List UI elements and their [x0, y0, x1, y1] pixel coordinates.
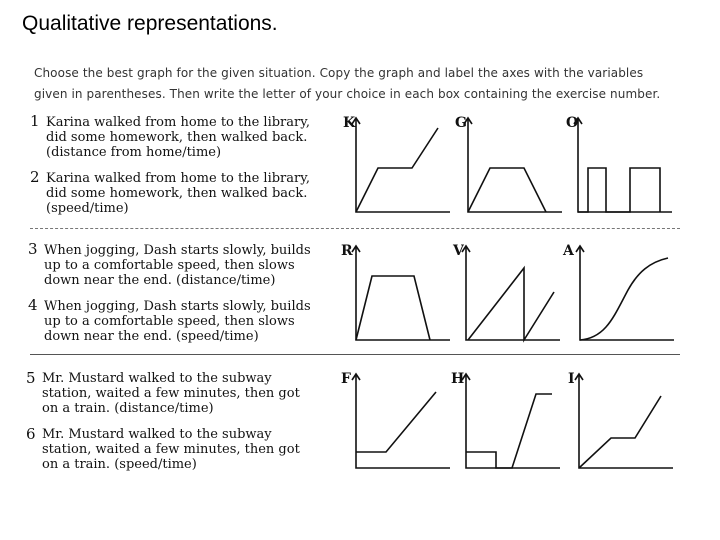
exercise-text: Karina walked from home to the library, [46, 171, 310, 186]
graph-curve [356, 392, 436, 452]
section-divider [30, 228, 680, 229]
exercise-number: 2 [30, 168, 40, 186]
exercise-text: up to a comfortable speed, then slows [44, 258, 295, 273]
exercise-text: on a train. (distance/time) [42, 401, 214, 416]
graph-g [464, 116, 564, 216]
graph-h [462, 372, 562, 472]
exercise-text: did some homework, then walked back. [46, 186, 308, 201]
graph-curve [466, 394, 552, 468]
graph-axes [466, 246, 560, 340]
instructions-line-1: Choose the best graph for the given situation. Copy the graph and label the axes with the variables [34, 66, 644, 80]
exercise-text: When jogging, Dash starts slowly, builds [44, 299, 311, 314]
graph-o [574, 116, 674, 216]
exercise-text: Mr. Mustard walked to the subway [42, 371, 272, 386]
exercise-text: Mr. Mustard walked to the subway [42, 427, 272, 442]
exercise-text: station, waited a few minutes, then got [42, 386, 300, 401]
exercise-text: down near the end. (speed/time) [44, 329, 259, 344]
graph-curve [468, 168, 546, 212]
graph-axes [356, 374, 450, 468]
graph-curve [578, 168, 660, 212]
graph-axes [468, 118, 562, 212]
graph-curve [579, 396, 661, 468]
graph-letter-r: R [341, 243, 353, 259]
graph-letter-k: K [343, 115, 356, 131]
graph-letter-g: G [455, 115, 467, 131]
graph-letter-v: V [453, 243, 464, 259]
graph-curve [356, 128, 438, 212]
exercise-text: station, waited a few minutes, then got [42, 442, 300, 457]
exercise-number: 3 [28, 240, 38, 258]
graph-axes [356, 246, 450, 340]
graph-curve [580, 258, 668, 340]
exercise-text: up to a comfortable speed, then slows [44, 314, 295, 329]
exercise-number: 1 [30, 112, 40, 130]
graph-v [462, 244, 562, 344]
graph-k [352, 116, 452, 216]
exercise-text: Karina walked from home to the library, [46, 115, 310, 130]
graph-i [575, 372, 675, 472]
graph-a [576, 244, 676, 344]
graph-axes [466, 374, 560, 468]
exercise-text: (speed/time) [46, 201, 129, 216]
graph-letter-h: H [451, 371, 465, 387]
graph-curve [468, 268, 554, 340]
graph-axes [578, 118, 672, 212]
exercise-text: When jogging, Dash starts slowly, builds [44, 243, 311, 258]
slide-title: Qualitative representations. [22, 12, 278, 35]
graph-letter-o: O [566, 115, 579, 131]
graph-f [352, 372, 452, 472]
exercise-number: 4 [28, 296, 38, 314]
graph-r [352, 244, 452, 344]
graph-letter-f: F [341, 371, 351, 387]
exercise-number: 5 [26, 369, 36, 387]
graph-letter-i: I [568, 371, 575, 387]
instructions-line-2: given in parentheses. Then write the letter of your choice in each box containing the exercise number. [34, 87, 661, 101]
section-divider [30, 354, 680, 355]
exercise-text: down near the end. (distance/time) [44, 273, 276, 288]
graph-curve [356, 276, 430, 340]
exercise-number: 6 [26, 425, 36, 443]
graph-letter-a: A [563, 243, 574, 259]
exercise-text: (distance from home/time) [46, 145, 222, 160]
exercise-text: on a train. (speed/time) [42, 457, 197, 472]
exercise-text: did some homework, then walked back. [46, 130, 308, 145]
